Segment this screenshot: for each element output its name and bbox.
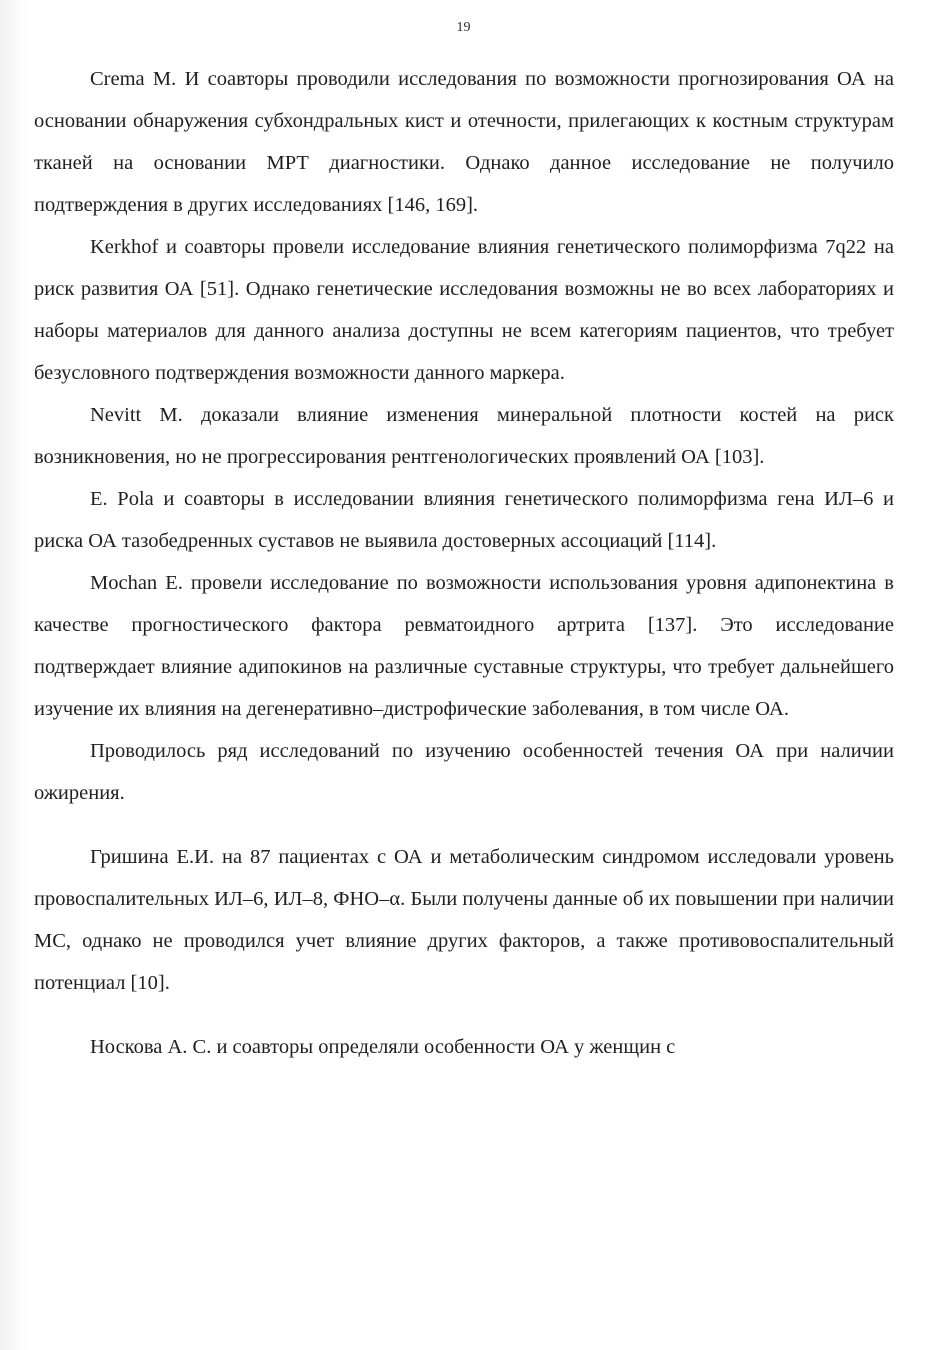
paragraph-mochan: Mochan E. провели исследование по возможности использования уровня адипонектина в качестве прогностического фактора ревматоидного артрита [137]. Это исследование подтверждает влияние адипокинов на различные суставные структуры, что требует дальнейшего изучение их влияния на дегенеративно–дистрофические заболевания, в том числе ОА. [34, 572, 894, 720]
page-number: 19 [456, 20, 471, 35]
paragraph-kerkhof: Kerkhof и соавторы провели исследование влияния генетического полиморфизма 7q22 на риск развития ОА [51]. Однако генетические исследования возможны не во всех лабораториях и наборы материалов для данного анализа доступны не всем категориям пациентов, что требует безусловного подтверждения возможности данного маркера. [34, 236, 894, 384]
body-text [34, 58, 894, 1068]
paragraph-pola: E. Pola и соавторы в исследовании влияния генетического полиморфизма гена ИЛ–6 и риска ОА тазобедренных суставов не выявила достоверных ассоциаций [114]. [34, 488, 894, 552]
paragraph-obesity: Проводилось ряд исследований по изучению особенностей течения ОА при наличии ожирения. [34, 740, 894, 804]
scan-shadow-edge [0, 0, 30, 1350]
paragraph-nevitt: Nevitt M. доказали влияние изменения минеральной плотности костей на риск возникновения, но не прогрессирования рентгенологических проявлений ОА [103]. [34, 404, 894, 468]
paragraph-crema: Crema M. И соавторы проводили исследования по возможности прогнозирования ОА на основании обнаружения субхондральных кист и отечности, прилегающих к костным структурам тканей на основании МРТ диагностики. Однако данное исследование не получило подтверждения в других исследованиях [146, 169]. [34, 68, 894, 216]
paragraph-noskova: Носкова А. С. и соавторы определяли особенности ОА у женщин с [90, 1036, 676, 1058]
paragraph-grishina: Гришина Е.И. на 87 пациентах с ОА и метаболическим синдромом исследовали уровень провоспалительных ИЛ–6, ИЛ–8, ФНО–α. Были получены данные об их повышении при наличии МС, однако не проводился учет влияние других факторов, а также противовоспалительный потенциал [10]. [34, 846, 894, 994]
